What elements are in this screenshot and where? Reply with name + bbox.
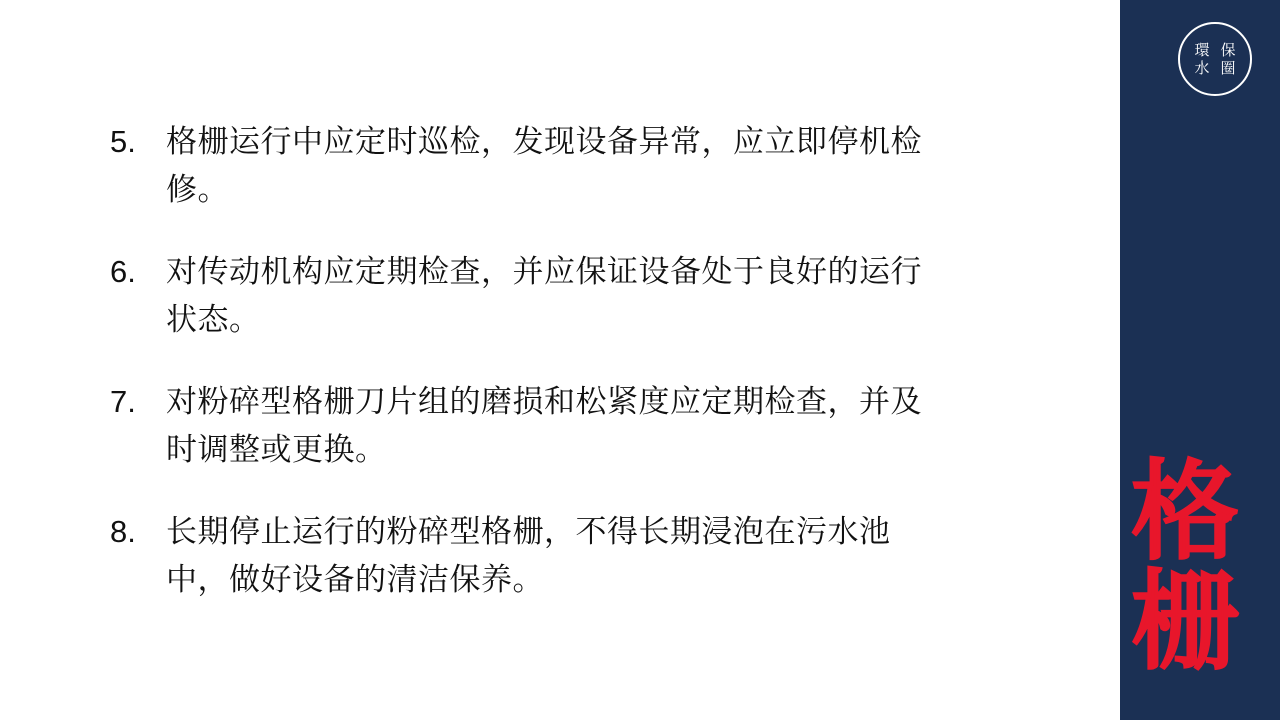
logo-badge [1178,22,1252,96]
list-item [110,508,970,604]
list-item [110,118,970,214]
list-item [110,248,970,344]
list-item-text: 对传动机构应定期检查，并应保证设备处于良好的运行状态。 [166,254,922,338]
logo-char: 圈 [1220,59,1236,77]
logo-inner [1187,31,1243,87]
list-item-text: 对粉碎型格栅刀片组的磨损和松紧度应定期检查，并及时调整或更换。 [166,384,922,468]
logo-char: 水 [1194,59,1210,77]
logo-char: 環 [1194,41,1210,59]
list-item-text: 长期停止运行的粉碎型格栅，不得长期浸泡在污水池中，做好设备的清洁保养。 [166,514,891,598]
list-item-number: 5. [110,124,136,159]
list-item-text: 格栅运行中应定时巡检，发现设备异常，应立即停机检修。 [166,124,922,208]
vertical-title-char: 栅 [1130,559,1239,685]
list-item-number: 6. [110,254,136,289]
vertical-title [1126,449,1244,685]
list-item-number: 7. [110,384,136,419]
list-item [110,378,970,474]
vertical-title-char: 格 [1130,449,1239,575]
logo-char: 保 [1220,41,1236,59]
list-item-number: 8. [110,514,136,549]
numbered-list [110,118,970,604]
